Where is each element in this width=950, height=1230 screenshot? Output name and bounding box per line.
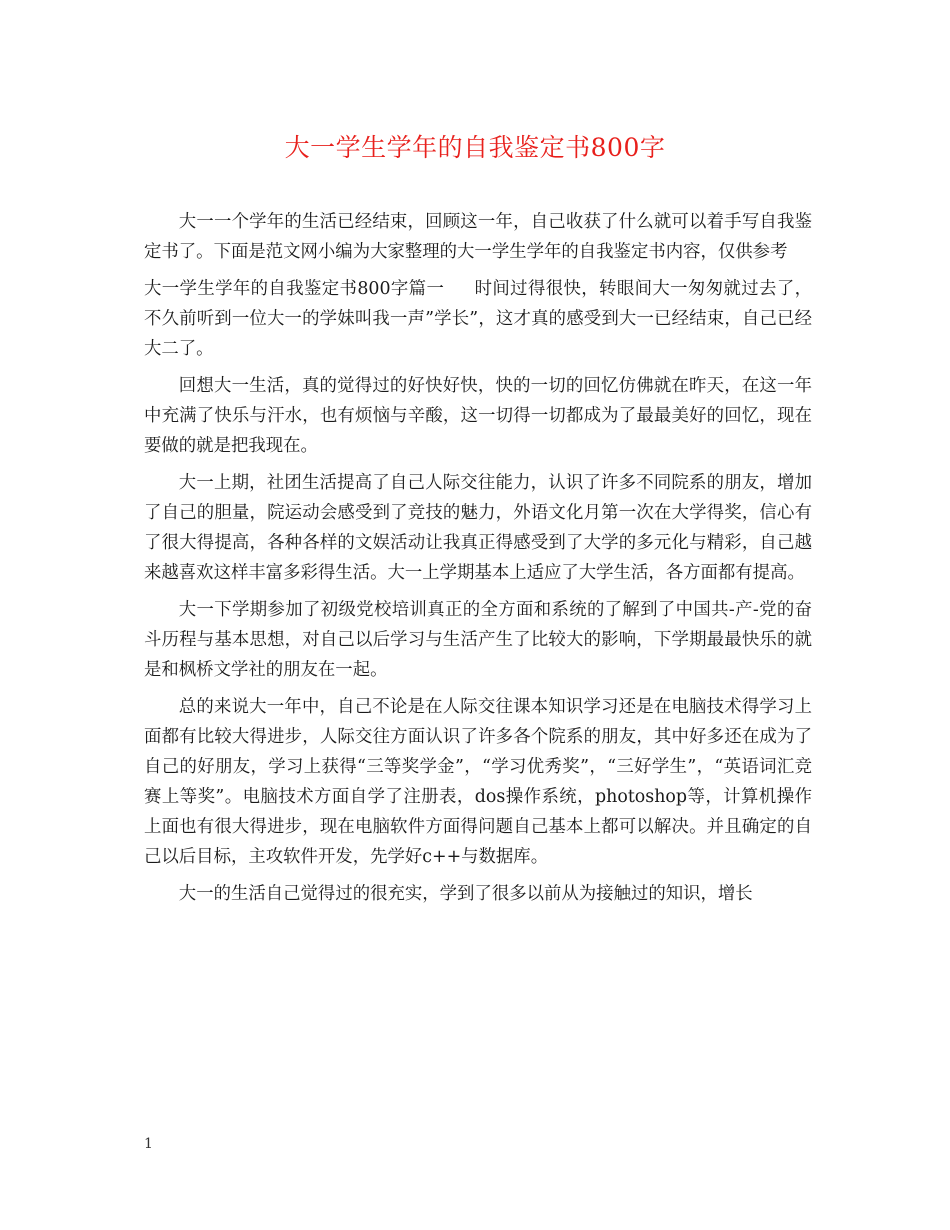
paragraph-section-heading bbox=[144, 274, 812, 364]
section-heading-label: 大一学生学年的自我鉴定书800字篇一 bbox=[144, 279, 445, 299]
paragraph-second-semester: 大一下学期参加了初级党校培训真正的全方面和系统的了解到了中国共-产-党的奋斗历程与基本思想，对自己以后学习与生活产生了比较大的影响，下学期最最快乐的就是和枫桥文学社的朋友在一起。 bbox=[144, 600, 812, 680]
paragraph-summary: 总的来说大一年中，自己不论是在人际交往课本知识学习还是在电脑技术得学习上面都有比较大得进步，人际交往方面认识了许多各个院系的朋友，其中好多还在成为了自己的好朋友，学习上获得“三等奖学金”，“学习优秀奖”，“三好学生”，“英语词汇竞赛上等奖”。电脑技术方面自学了注册表，dos操作系统，photoshop等，计算机操作上面也有很大得进步，现在电脑软件方面得问题自己基本上都可以解决。并且确定的自己以后目标，主攻软件开发，先学好c++与数据库。 bbox=[144, 697, 812, 867]
page-number: 1 bbox=[144, 1136, 153, 1152]
paragraph-closing: 大一的生活自己觉得过的很充实，学到了很多以前从为接触过的知识，增长 bbox=[178, 884, 753, 904]
paragraph-first-semester: 大一上期，社团生活提高了自己人际交往能力，认识了许多不同院系的朋友，增加了自己的胆量，院运动会感受到了竞技的魅力，外语文化月第一次在大学得奖，信心有了很大得提高，各种各样的文娱活动让我真正得感受到了大学的多元化与精彩，自己越来越喜欢这样丰富多彩得生活。大一上学期基本上适应了大学生活，各方面都有提高。 bbox=[144, 473, 812, 583]
paragraph-intro: 大一一个学年的生活已经结束，回顾这一年，自己收获了什么就可以着手写自我鉴定书了。下面是范文网小编为大家整理的大一学生学年的自我鉴定书内容，仅供参考 bbox=[144, 212, 812, 262]
paragraph-recollection: 回想大一生活，真的觉得过的好快好快，快的一切的回忆仿佛就在昨天，在这一年中充满了快乐与汗水，也有烦恼与辛酸，这一切得一切都成为了最最美好的回忆，现在要做的就是把我现在。 bbox=[144, 376, 812, 456]
document-body bbox=[144, 207, 812, 916]
document-title: 大一学生学年的自我鉴定书800字 bbox=[284, 133, 666, 162]
section-heading-text: 时间过得很快，转眼间大一匆匆就过去了，不久前听到一位大一的学妹叫我一声”学长”，这才真的感受到大一已经结束，自己已经大二了。 bbox=[144, 279, 812, 359]
